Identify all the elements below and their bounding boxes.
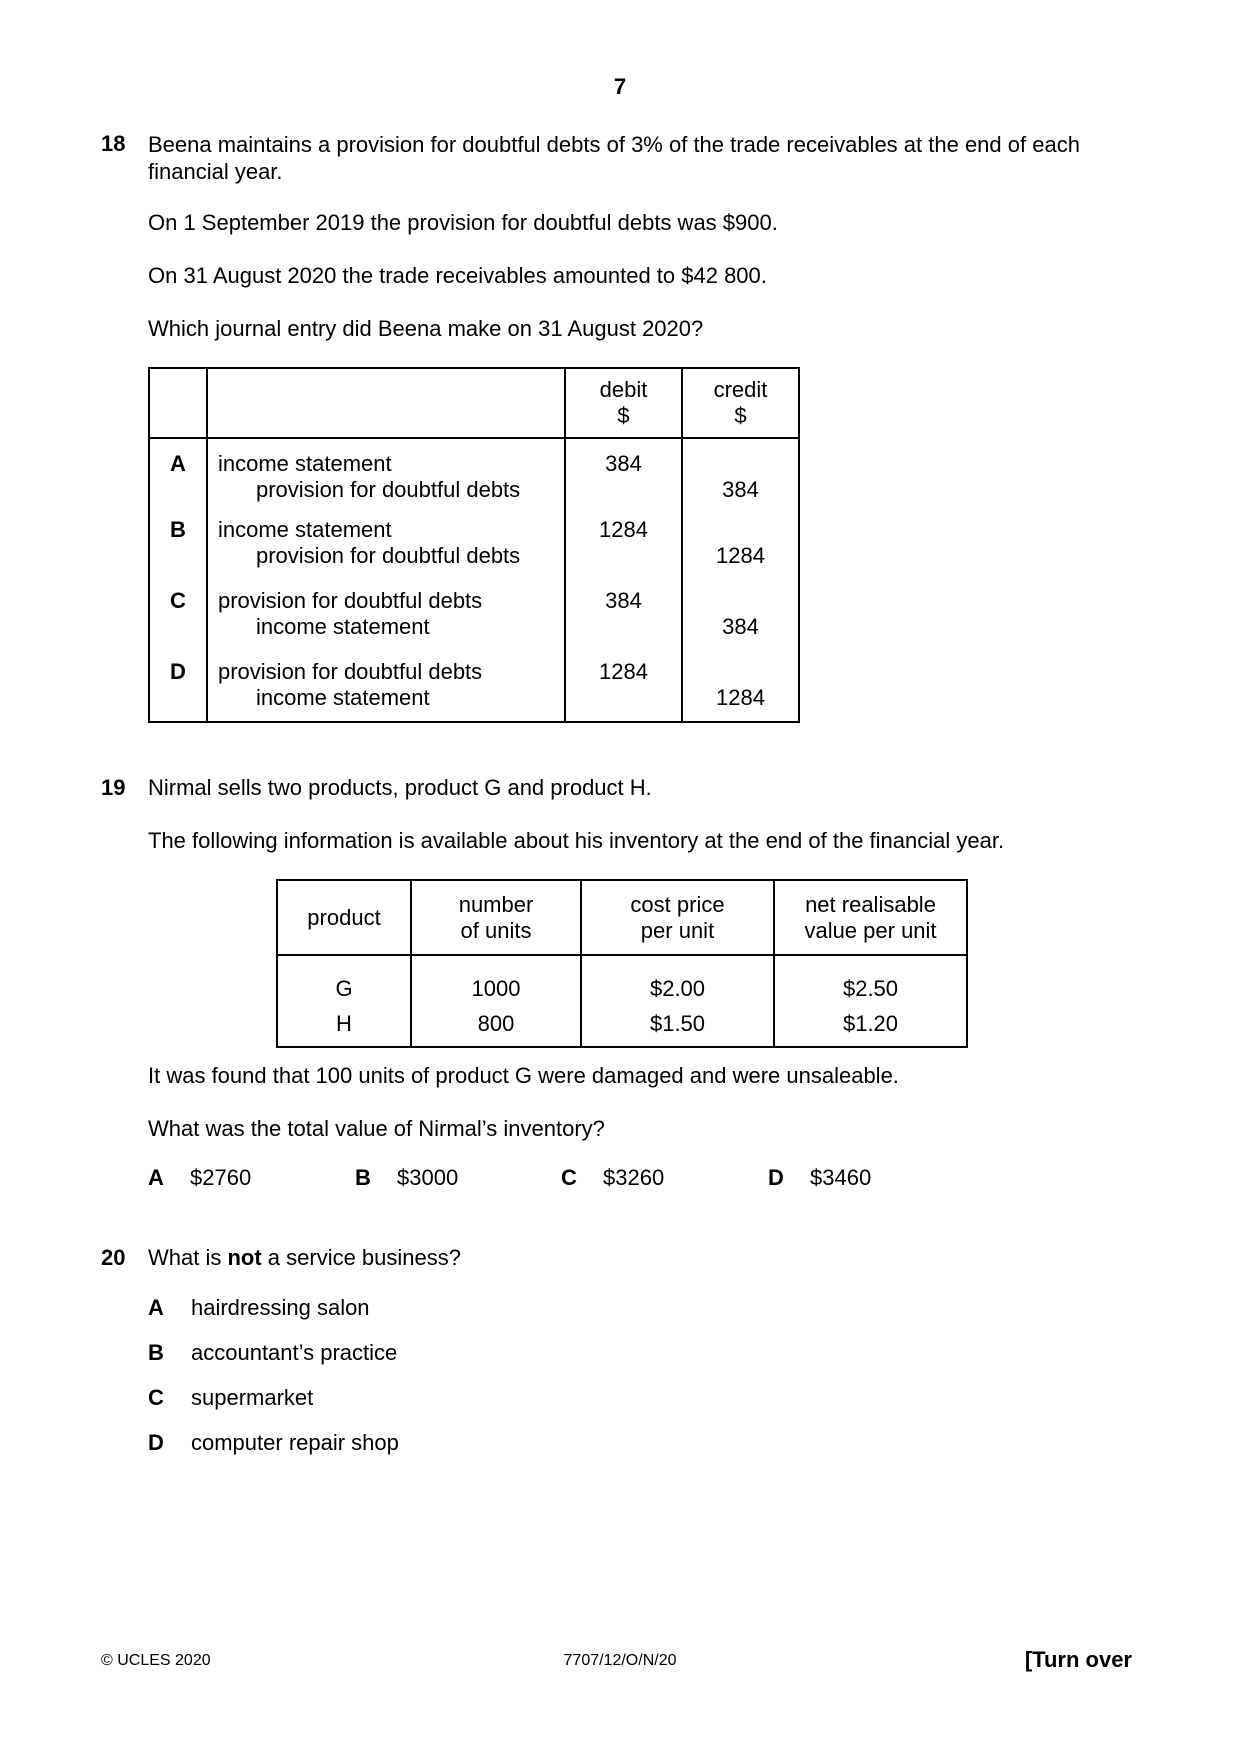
- credit-cell: [682, 580, 799, 651]
- header-credit-label: credit: [713, 377, 768, 402]
- journal-option-a: [149, 438, 799, 509]
- account-cell: [207, 509, 565, 580]
- header-debit-unit: $: [617, 403, 630, 428]
- q19-option-a: [148, 1165, 251, 1191]
- credit-cell: [682, 438, 799, 509]
- question-18-number: 18: [101, 131, 126, 156]
- option-text: computer repair shop: [191, 1430, 399, 1455]
- credit-amount: 384: [722, 477, 759, 502]
- option-text: $3260: [603, 1165, 665, 1190]
- account-cell: [207, 651, 565, 722]
- header-nrv-line1: net realisable: [805, 891, 936, 917]
- q20-option-d: [148, 1430, 399, 1456]
- q19-option-d: [768, 1165, 871, 1191]
- credit-amount: 1284: [716, 685, 765, 710]
- debit-account: income statement: [218, 451, 392, 476]
- account-cell: [207, 580, 565, 651]
- credit-account: provision for doubtful debts: [256, 543, 521, 568]
- option-letter: A: [148, 1295, 164, 1320]
- credit-account: income statement: [256, 614, 430, 639]
- footer-copyright: © UCLES 2020: [101, 1652, 211, 1669]
- page-number: 7: [613, 74, 627, 99]
- product-cell: H: [277, 1002, 411, 1047]
- debit-amount: 384: [565, 580, 682, 651]
- units-cell: 800: [411, 1002, 581, 1047]
- option-text: hairdressing salon: [191, 1295, 370, 1320]
- question-20-text-pre: What is: [148, 1245, 228, 1270]
- account-cell: [207, 438, 565, 509]
- footer-paper-code: 7707/12/O/N/20: [563, 1652, 677, 1669]
- option-text: supermarket: [191, 1385, 314, 1410]
- question-20-emphasis: not: [227, 1245, 262, 1270]
- credit-amount: 384: [722, 614, 759, 639]
- debit-amount: 1284: [565, 509, 682, 580]
- debit-amount: 384: [565, 438, 682, 509]
- question-18-intro-line1: Beena maintains a provision for doubtful debts of 3% of the trade receivables at the end of each: [148, 132, 1080, 157]
- question-19-sentence-2: The following information is available about his inventory at the end of the financial year.: [148, 828, 1005, 853]
- question-19-sentence-3: It was found that 100 units of product G were damaged and were unsaleable.: [148, 1063, 899, 1088]
- cost-cell: $2.00: [581, 955, 774, 1002]
- debit-account: provision for doubtful debts: [218, 659, 483, 684]
- question-18-question: Which journal entry did Beena make on 31 August 2020?: [148, 316, 704, 341]
- q19-option-c: [561, 1165, 664, 1191]
- option-letter: D: [768, 1165, 784, 1190]
- option-letter: C: [561, 1165, 577, 1190]
- question-18-intro: [148, 131, 1138, 185]
- header-blank: [149, 368, 207, 438]
- question-18-intro-line2: financial year.: [148, 159, 283, 184]
- debit-amount: 1284: [565, 651, 682, 722]
- header-units: [411, 880, 581, 955]
- question-20-number: 20: [101, 1245, 126, 1270]
- question-18-sentence-2: On 1 September 2019 the provision for doubtful debts was $900.: [148, 210, 778, 235]
- header-cost: [581, 880, 774, 955]
- option-letter: B: [355, 1165, 371, 1190]
- header-nrv-line2: value per unit: [804, 917, 937, 943]
- header-cost-line2: per unit: [640, 917, 715, 943]
- question-20-question: [148, 1245, 461, 1271]
- header-nrv: [774, 880, 967, 955]
- option-letter: D: [148, 1430, 164, 1455]
- debit-account: provision for doubtful debts: [218, 588, 483, 613]
- inventory-row-h: [277, 1002, 967, 1047]
- cost-cell: $1.50: [581, 1002, 774, 1047]
- header-debit: [565, 368, 682, 438]
- header-debit-label: debit: [599, 377, 648, 402]
- header-blank-account: [207, 368, 565, 438]
- header-units-line1: number: [458, 891, 534, 917]
- inventory-table-header: [277, 880, 967, 955]
- inventory-row-g: [277, 955, 967, 1002]
- question-20-text-post: a service business?: [261, 1245, 461, 1270]
- q20-option-c: [148, 1385, 314, 1411]
- credit-account: income statement: [256, 685, 430, 710]
- option-text: $3460: [810, 1165, 872, 1190]
- journal-table-header: [149, 368, 799, 438]
- option-letter: B: [148, 1340, 164, 1365]
- question-18-sentence-3: On 31 August 2020 the trade receivables amounted to $42 800.: [148, 263, 767, 288]
- debit-account: income statement: [218, 517, 392, 542]
- header-credit: [682, 368, 799, 438]
- credit-amount: 1284: [716, 543, 765, 568]
- product-cell: G: [277, 955, 411, 1002]
- option-text: accountant’s practice: [191, 1340, 398, 1365]
- option-letter: C: [148, 1385, 164, 1410]
- credit-account: provision for doubtful debts: [256, 477, 521, 502]
- journal-option-c: [149, 580, 799, 651]
- option-letter: D: [149, 651, 207, 722]
- option-letter: B: [149, 509, 207, 580]
- header-cost-line1: cost price: [630, 891, 725, 917]
- option-text: $2760: [190, 1165, 252, 1190]
- option-letter: A: [149, 438, 207, 509]
- journal-entry-table: [148, 367, 800, 723]
- credit-cell: [682, 651, 799, 722]
- inventory-table: [276, 879, 968, 1048]
- header-product: product: [277, 880, 411, 955]
- journal-option-b: [149, 509, 799, 580]
- question-19-question: What was the total value of Nirmal’s inventory?: [148, 1116, 605, 1141]
- q20-option-b: [148, 1340, 398, 1366]
- units-cell: 1000: [411, 955, 581, 1002]
- footer-turn-over: [Turn over: [1024, 1647, 1132, 1672]
- credit-cell: [682, 509, 799, 580]
- option-letter: A: [148, 1165, 164, 1190]
- question-19-number: 19: [101, 775, 126, 800]
- q20-option-a: [148, 1295, 370, 1321]
- header-units-line2: of units: [460, 917, 532, 943]
- q19-option-b: [355, 1165, 458, 1191]
- question-19-intro: Nirmal sells two products, product G and product H.: [148, 775, 652, 800]
- journal-option-d: [149, 651, 799, 722]
- nrv-cell: $1.20: [774, 1002, 967, 1047]
- nrv-cell: $2.50: [774, 955, 967, 1002]
- option-text: $3000: [397, 1165, 459, 1190]
- option-letter: C: [149, 580, 207, 651]
- header-credit-unit: $: [734, 403, 747, 428]
